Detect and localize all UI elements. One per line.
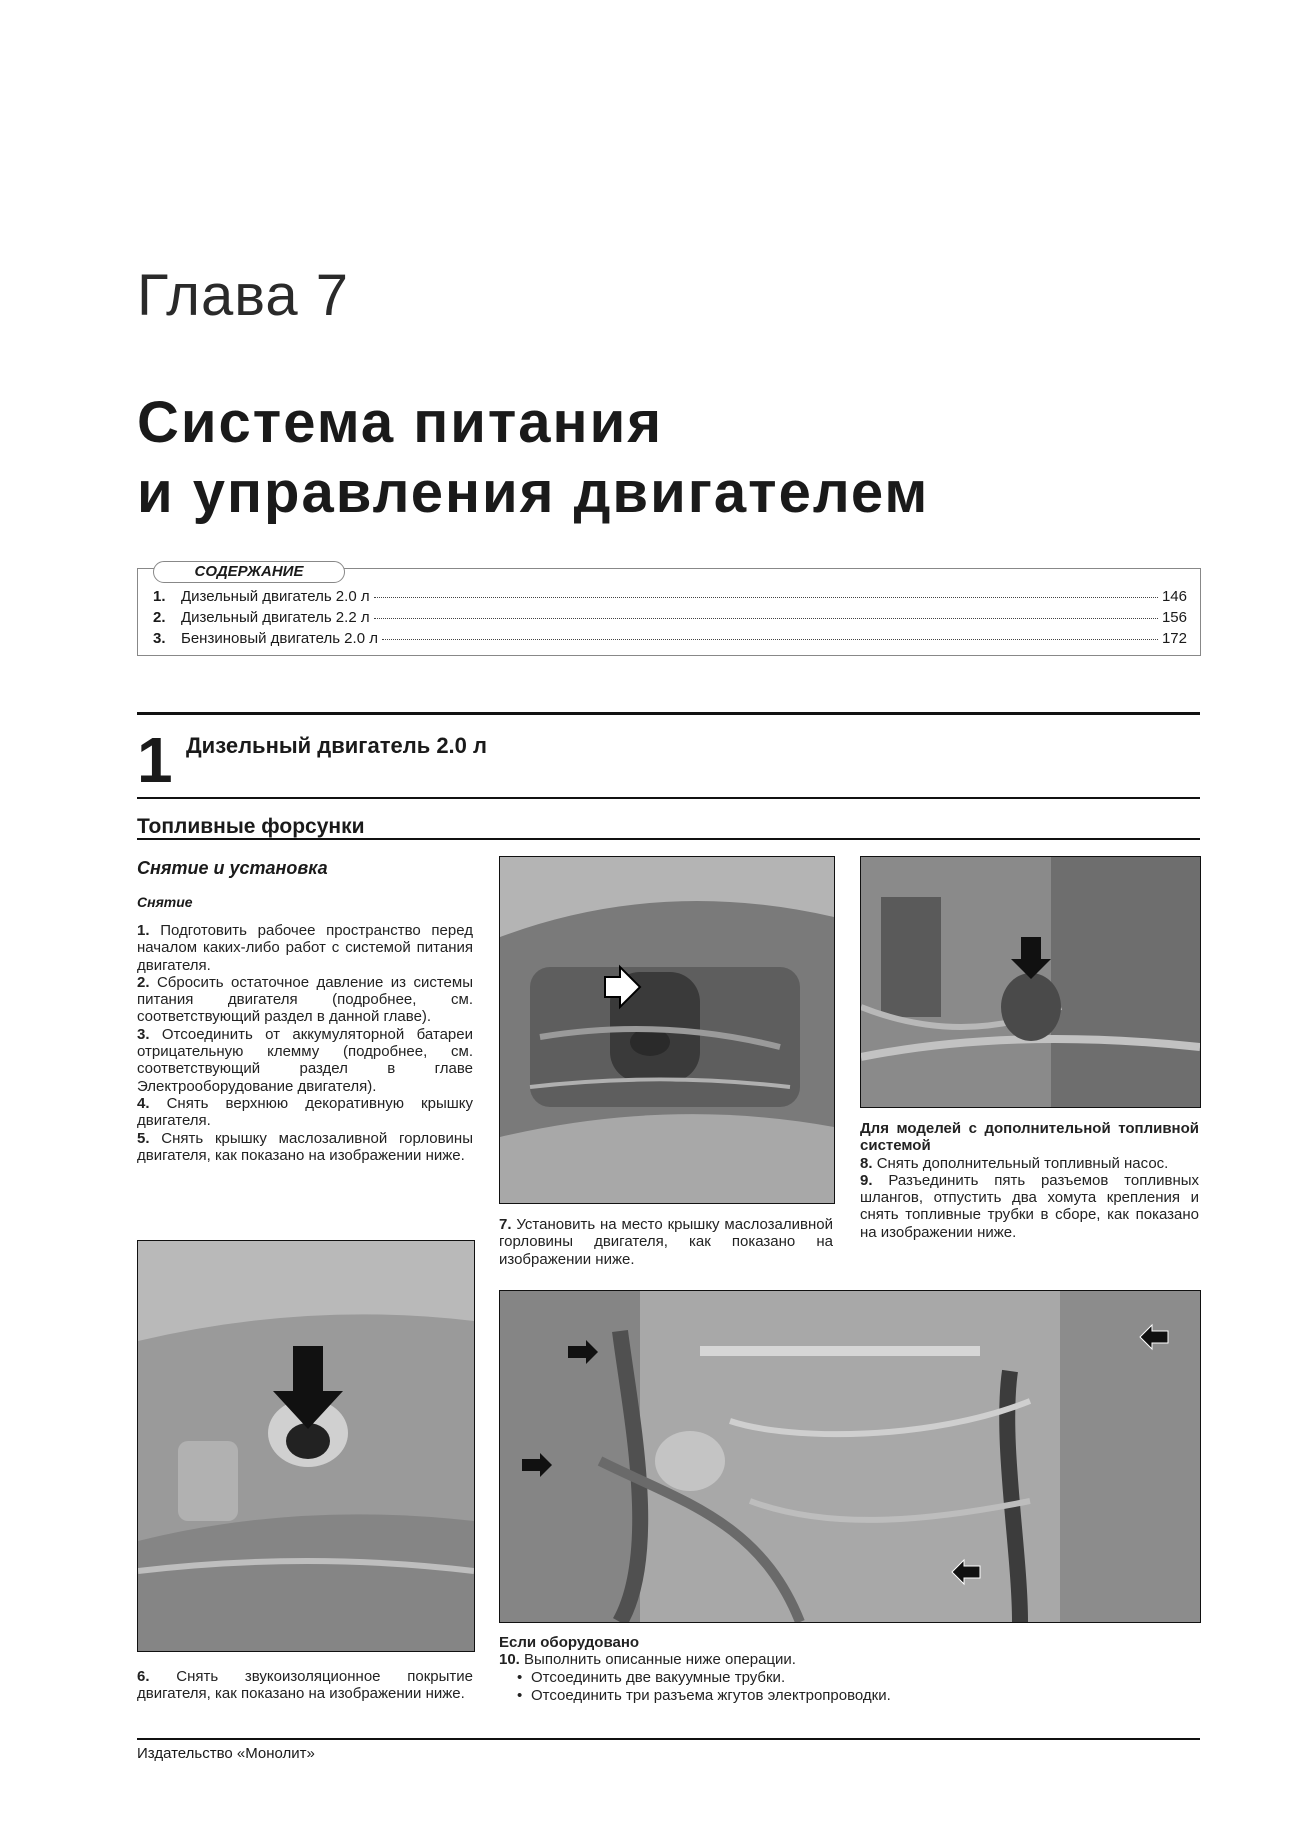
step-2: 2. Сбросить остаточное давление из системы питания двигателя (подробнее, см. соответствующий раздел в данной главе). — [137, 973, 473, 1026]
step-1: 1. Подготовить рабочее пространство перед началом каких-либо работ с системой питания двигателя. — [137, 922, 473, 974]
toc-item[interactable]: 3. Бензиновый двигатель 2.0 л 172 — [153, 630, 1187, 647]
chapter-label: Глава 7 — [137, 263, 350, 328]
step-4: 4. Снять верхнюю декоративную крышку двигателя. — [137, 1094, 473, 1130]
equipped-heading: Если оборудовано — [499, 1634, 640, 1651]
step-9: 9. Разъединить пять разъемов топливных шлангов, отпустить два хомута крепления и снять топливные трубки в сборе, как показано на изображении ниже. — [860, 1171, 1200, 1241]
toc-item[interactable]: 1. Дизельный двигатель 2.0 л 146 — [153, 588, 1187, 605]
section-number: 1 — [137, 724, 173, 796]
oil-cap-photo — [137, 1240, 475, 1652]
section-title: Дизельный двигатель 2.0 л — [186, 733, 487, 758]
aux-heading: Для моделей с дополнительной топливной системой — [860, 1120, 1199, 1155]
bullet-item: • Отсоединить две вакуумные трубки. — [513, 1669, 1199, 1687]
step-5: 5. Снять крышку маслозаливной горловины двигателя, как показано на изображении ниже. — [137, 1129, 473, 1164]
section-rule-top — [137, 712, 1200, 715]
fuel-pipes-photo — [499, 1290, 1201, 1623]
step-3: 3. Отсоединить от аккумуляторной батареи отрицательную клемму (подробнее, см. соответствующий раздел в главе Электрооборудование двигателя). — [137, 1025, 473, 1095]
step-8: 8. Снять дополнительный топливный насос. — [860, 1154, 1169, 1172]
steps-left-column — [137, 922, 473, 1164]
removal-label: Снятие — [137, 894, 193, 910]
chapter-title-line1: Система питания — [137, 390, 664, 455]
subsection-title: Топливные форсунки — [137, 815, 365, 838]
step-10: 10. Выполнить описанные ниже операции. — [499, 1651, 796, 1669]
section-rule — [137, 797, 1200, 799]
fuel-filter-photo — [860, 856, 1201, 1108]
footer-rule — [137, 1738, 1200, 1740]
steps-right-column — [860, 1120, 1199, 1241]
publisher-footer: Издательство «Монолит» — [137, 1745, 315, 1762]
step-7: 7. Установить на место крышку маслозаливной горловины двигателя, как показано на изображении ниже. — [499, 1216, 834, 1268]
chapter-title-line2: и управления двигателем — [137, 460, 930, 525]
engine-bay-photo — [499, 856, 835, 1204]
chapter-title — [137, 388, 929, 528]
subsubsection-title: Снятие и установка — [137, 858, 328, 878]
toc-item[interactable]: 2. Дизельный двигатель 2.2 л 156 — [153, 609, 1187, 626]
step-6: 6. Снять звукоизоляционное покрытие двигателя, как показано на изображении ниже. — [137, 1668, 473, 1703]
subsection-rule — [137, 838, 1200, 840]
equipped-block — [499, 1634, 1199, 1705]
step-10-bullets — [499, 1669, 1199, 1705]
toc-label: СОДЕРЖАНИЕ — [153, 561, 345, 583]
bullet-item: • Отсоединить три разъема жгутов электропроводки. — [513, 1687, 1199, 1705]
